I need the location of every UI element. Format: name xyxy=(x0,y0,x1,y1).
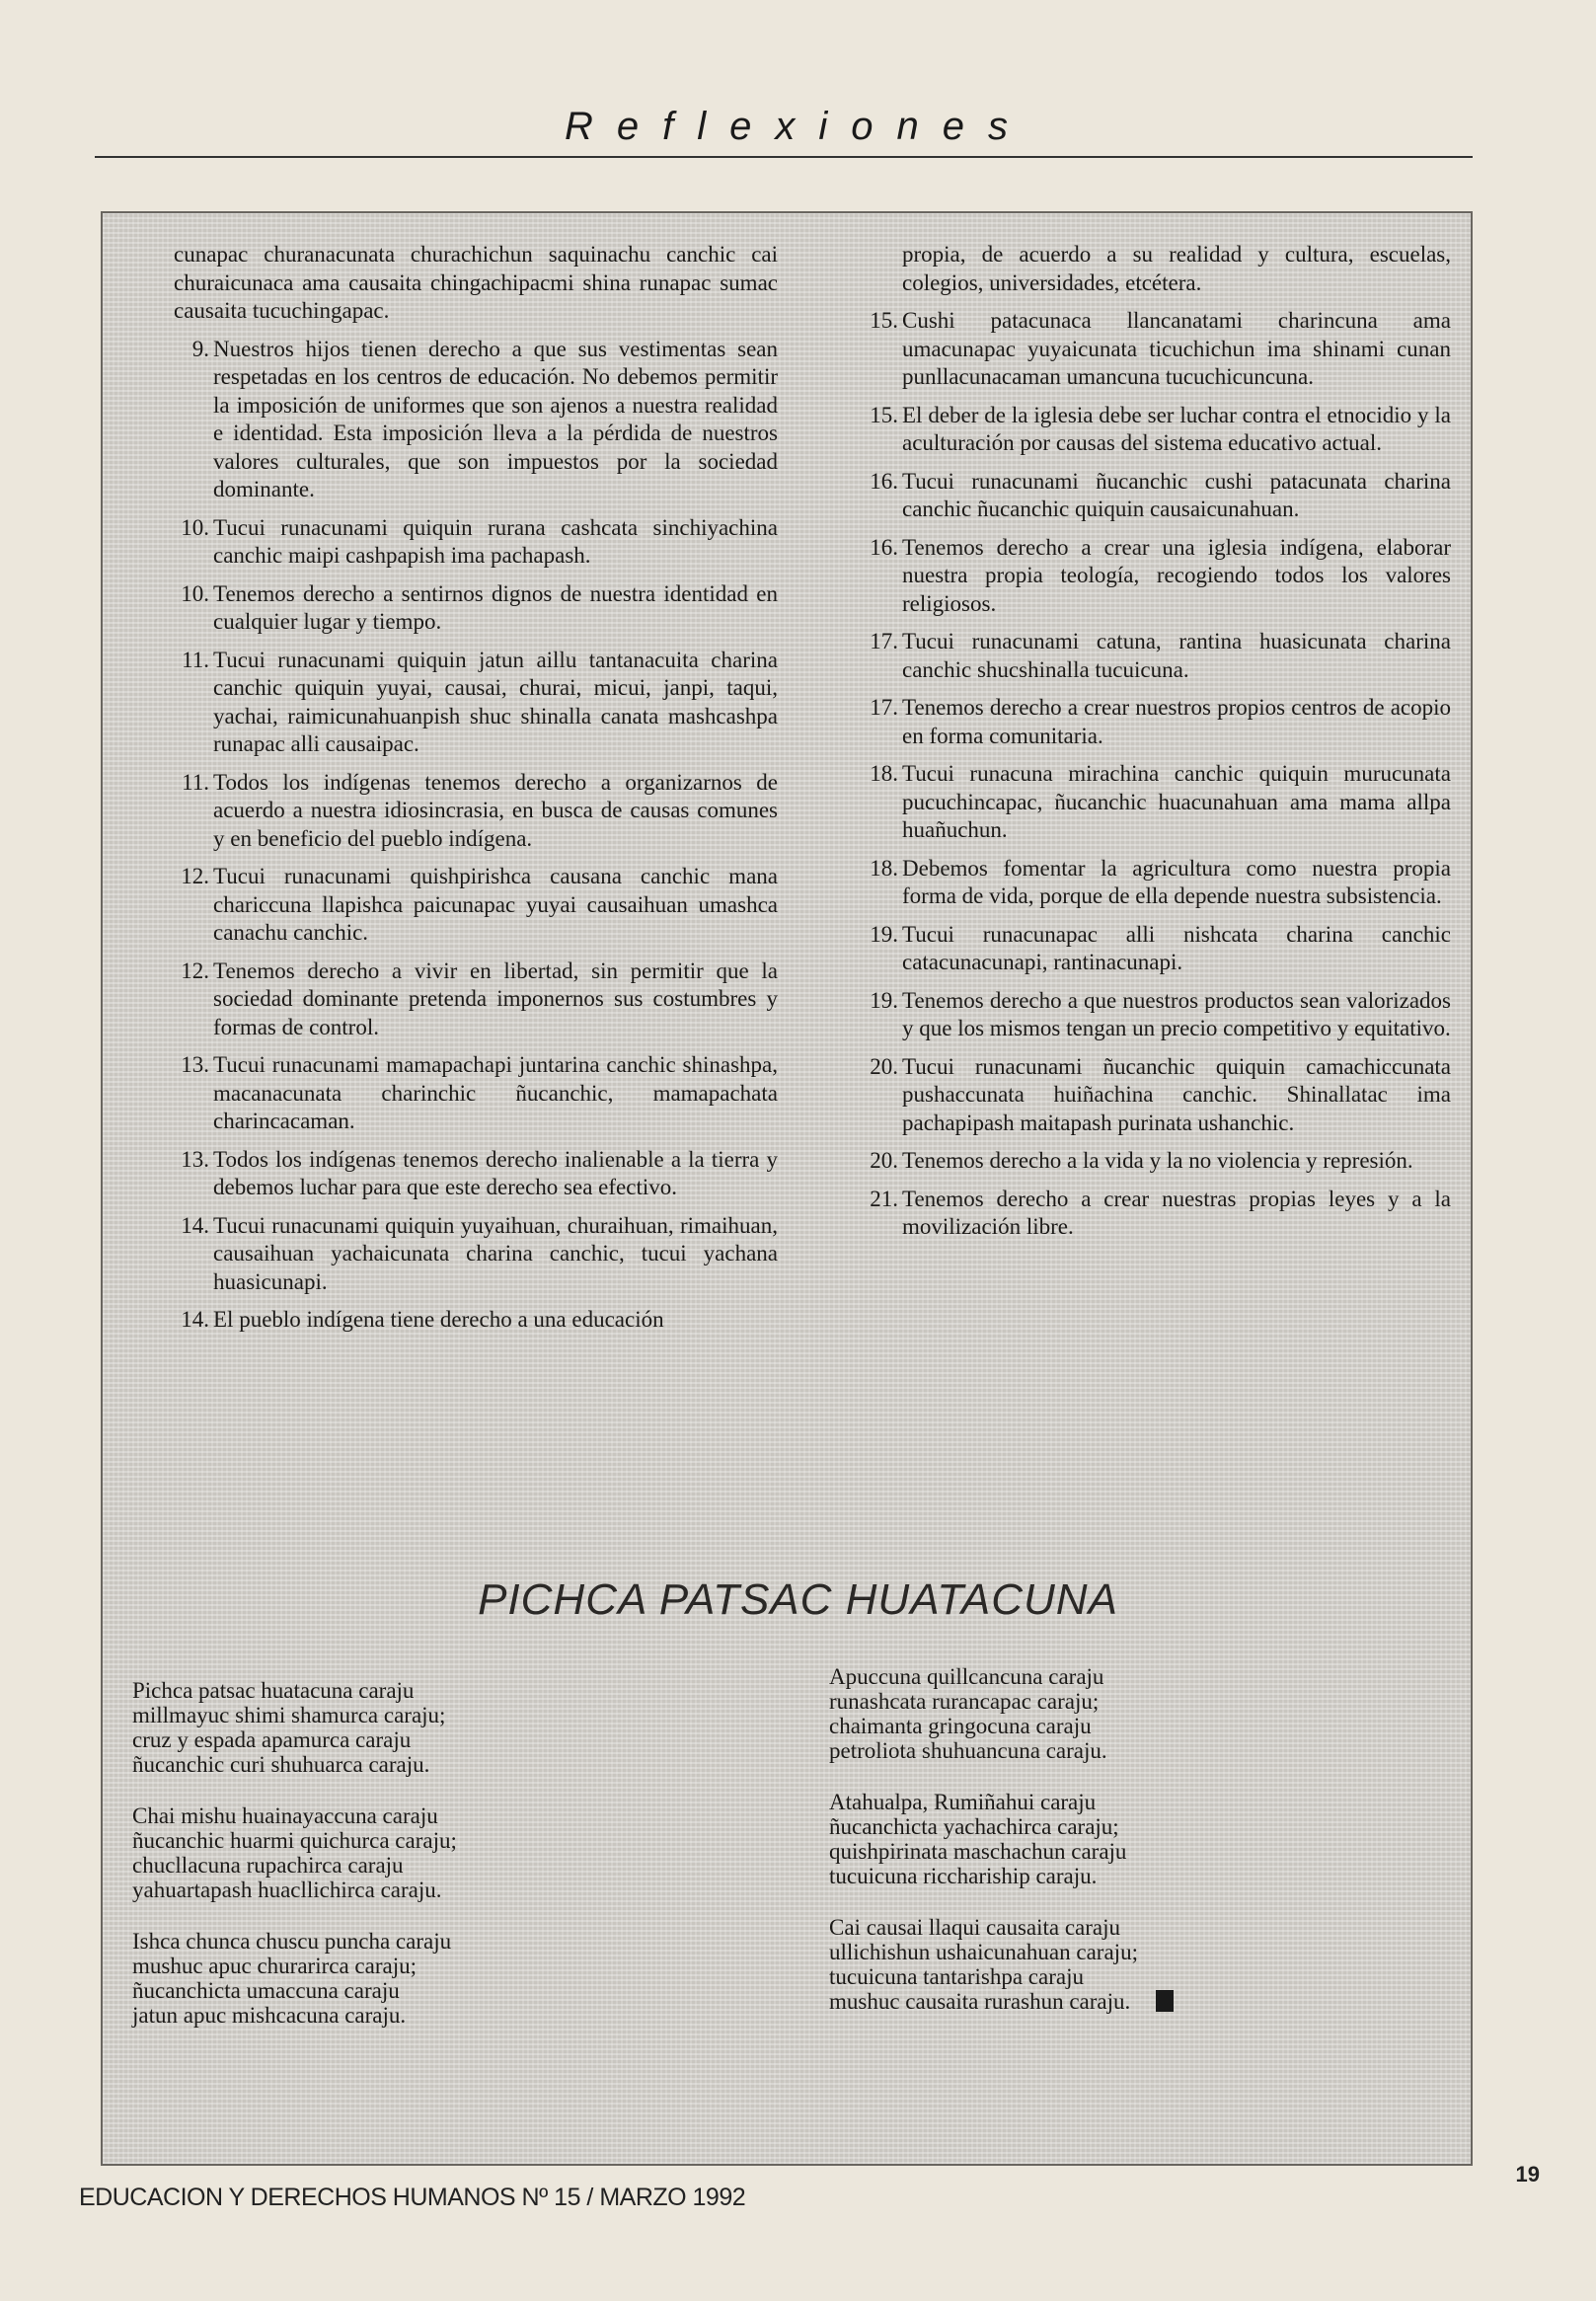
item-text: Tenemos derecho a que nuestros productos sean valorizados y que los mismos tengan un precio competitivo y equitativo. xyxy=(902,987,1451,1040)
item-text: propia, de acuerdo a su realidad y cultura, escuelas, colegios, universidades, etcétera. xyxy=(902,242,1451,295)
item-number: 12. xyxy=(181,958,209,983)
item-number: 13. xyxy=(181,1052,209,1077)
item-number: 10. xyxy=(181,580,209,606)
item-number: 14. xyxy=(181,1212,209,1238)
poem-line: ñucanchicta umaccuna caraju xyxy=(132,1978,400,2003)
list-item xyxy=(158,580,778,637)
list-item xyxy=(847,628,1451,684)
poem-line: cruz y espada apamurca caraju xyxy=(132,1727,412,1752)
item-text: El pueblo indígena tiene derecho a una educación xyxy=(213,1307,664,1332)
poem-line: tucuicuna ricchariship caraju. xyxy=(829,1864,1098,1888)
list-item xyxy=(158,514,778,571)
item-text: Tucui runacunapac alli nishcata charina canchic catacunacunapi, rantinacunapi. xyxy=(902,921,1451,974)
item-text: Tucui runacuna mirachina canchic quiquin murucunata pucuchincapac, ñucanchic huacunahuan ama mama allpa huañuchun. xyxy=(902,761,1451,842)
section-title-text: Reflexiones xyxy=(564,105,1031,148)
poem-line: quishpirinata maschachun caraju xyxy=(829,1839,1127,1864)
list-item xyxy=(847,534,1451,619)
item-number: 11. xyxy=(182,647,209,672)
item-text: Cushi patacunaca llancanatami charincuna ama umacunapac yuyaicunata ticuchichun ima shinami cunan punllacunacaman umancuna tucuchicuncuna. xyxy=(902,308,1451,389)
list-item xyxy=(847,307,1451,392)
list-item xyxy=(847,1053,1451,1138)
poem-line-with-end-mark xyxy=(829,1989,1382,2014)
item-number: 11. xyxy=(182,769,209,795)
item-number: 20. xyxy=(870,1053,898,1079)
item-text: Tenemos derecho a la vida y la no violencia y represión. xyxy=(902,1148,1413,1173)
item-number: 16. xyxy=(870,534,898,560)
item-number: 14. xyxy=(181,1307,209,1332)
poem-line: Atahualpa, Rumiñahui caraju xyxy=(829,1790,1097,1814)
item-text: cunapac churanacunata churachichun saquinachu canchic cai churaicunaca ama causaita chingachipacmi shina runapac sumac causaita tucuchingapac. xyxy=(174,242,778,323)
poem-line: Pichca patsac huatacuna caraju xyxy=(132,1678,415,1703)
poem-line: millmayuc shimi shamurca caraju; xyxy=(132,1703,446,1727)
section-title xyxy=(0,105,1596,164)
title-divider xyxy=(95,156,1473,158)
item-text: Tenemos derecho a crear nuestras propias leyes y a la movilización libre. xyxy=(902,1186,1451,1239)
item-number: 15. xyxy=(870,402,898,427)
poem-stanza xyxy=(829,1664,1382,1763)
poem-line: jatun apuc mishcacuna caraju. xyxy=(132,2003,407,2028)
item-number: 13. xyxy=(181,1146,209,1172)
item-number: 18. xyxy=(870,855,898,881)
item-text: Tenemos derecho a sentirnos dignos de nuestra identidad en cualquier lugar y tiempo. xyxy=(213,580,778,634)
item-number: 15. xyxy=(870,308,898,333)
item-text: Tucui runacunami catuna, rantina huasicunata charina canchic shucshinalla tucuicuna. xyxy=(902,629,1451,682)
item-text: Tucui runacunami ñucanchic quiquin camachiccunata pushaccunata huiñachina canchic. Shinallatac ima pachapipash maitapash purinata ushanchic. xyxy=(902,1053,1451,1135)
poem-stanza xyxy=(829,1915,1382,2014)
list-item xyxy=(158,336,778,504)
poem-line: Chai mishu huainayaccuna caraju xyxy=(132,1803,438,1828)
poem-line: yahuartapash huacllichirca caraju. xyxy=(132,1878,442,1902)
list-item xyxy=(158,1146,778,1202)
poem-line: mushuc causaita rurashun caraju. xyxy=(829,1989,1131,2014)
item-number: 19. xyxy=(870,987,898,1013)
item-number: 10. xyxy=(181,514,209,540)
publication-footer: EDUCACION Y DERECHOS HUMANOS Nº 15 / MARZO 1992 xyxy=(79,2184,746,2211)
list-item xyxy=(158,769,778,854)
list-item xyxy=(847,241,1451,297)
item-text: Tucui runacunami ñucanchic cushi patacunata charina canchic ñucanchic quiquin causaicunahuan. xyxy=(902,468,1451,521)
item-text: Tucui runacunami quishpirishca causana canchic mana chariccuna llapishca paicunapac yuyai causaihuan umashca canachu canchic. xyxy=(213,864,778,945)
poem-line: mushuc apuc churarirca caraju; xyxy=(132,1954,417,1978)
list-item xyxy=(158,647,778,759)
item-number: 20. xyxy=(870,1148,898,1173)
poem-title: PICHCA PATSAC HUATACUNA xyxy=(478,1575,1118,1624)
item-text: Debemos fomentar la agricultura como nuestra propia forma de vida, porque de ella depende nuestra subsistencia. xyxy=(902,855,1451,908)
item-text: Tucui runacunami quiquin jatun aillu tantanacuita charina canchic quiquin yuyai, causai, churai, micui, janpi, taqui, yachai, raimicunahuanpish shuc shinalla canata mashcashpa runapac alli causaipac. xyxy=(213,647,778,756)
poem-line: petroliota shuhuancuna caraju. xyxy=(829,1738,1107,1763)
item-number: 16. xyxy=(870,468,898,494)
item-number: 9. xyxy=(191,336,209,361)
list-item xyxy=(847,1147,1451,1176)
item-number: 18. xyxy=(870,761,898,786)
right-text-column xyxy=(847,241,1451,1252)
list-item xyxy=(847,468,1451,524)
item-text: Tucui runacunami mamapachapi juntarina canchic shinashpa, macanacunata charinchic ñucanchic, mamapachata charincacaman. xyxy=(213,1052,778,1133)
poem-left-column xyxy=(132,1678,685,2054)
poem-line: tucuicuna tantarishpa caraju xyxy=(829,1964,1084,1989)
poem-stanza xyxy=(132,1803,685,1902)
item-number: 17. xyxy=(870,629,898,653)
list-item xyxy=(158,241,778,326)
page-number: 19 xyxy=(1515,2162,1540,2186)
item-text: Tenemos derecho a vivir en libertad, sin permitir que la sociedad dominante pretenda imponernos sus costumbres y formas de control. xyxy=(213,958,778,1039)
poem-line: ñucanchic curi shuhuarca caraju. xyxy=(132,1752,430,1777)
poem-line: Ishca chunca chuscu puncha caraju xyxy=(132,1929,452,1954)
list-item xyxy=(847,1186,1451,1242)
poem-right-column xyxy=(829,1664,1382,2040)
list-item xyxy=(158,863,778,948)
poem-line: Cai causai llaqui causaita caraju xyxy=(829,1915,1121,1940)
poem-line: chucllacuna rupachirca caraju xyxy=(132,1853,404,1878)
list-item xyxy=(847,987,1451,1043)
end-of-article-square-icon xyxy=(1156,1990,1174,2012)
item-number: 17. xyxy=(870,695,898,720)
list-item xyxy=(158,1212,778,1297)
poem-line: ñucanchic huarmi quichurca caraju; xyxy=(132,1828,457,1853)
item-text: El deber de la iglesia debe ser luchar contra el etnocidio y la aculturación por causas del sistema educativo actual. xyxy=(902,402,1451,455)
poem-line: Apuccuna quillcancuna caraju xyxy=(829,1664,1104,1689)
item-text: Todos los indígenas tenemos derecho inalienable a la tierra y debemos luchar para que este derecho sea efectivo. xyxy=(213,1146,778,1199)
item-text: Tucui runacunami quiquin yuyaihuan, churaihuan, rimaihuan, causaihuan yachaicunata charina canchic, tucui yachana huasicunapi. xyxy=(213,1212,778,1294)
item-text: Todos los indígenas tenemos derecho a organizarnos de acuerdo a nuestra idiosincrasia, en busca de causas comunes y en beneficio del pueblo indígena. xyxy=(213,769,778,851)
list-item xyxy=(158,1051,778,1136)
item-number: 12. xyxy=(181,864,209,888)
list-item xyxy=(158,958,778,1042)
list-item xyxy=(158,1306,778,1335)
item-number: 19. xyxy=(870,921,898,947)
list-item xyxy=(847,921,1451,977)
poem-line: chaimanta gringocuna caraju xyxy=(829,1714,1092,1738)
item-number: 21. xyxy=(870,1186,898,1211)
item-text: Tenemos derecho a crear nuestros propios centros de acopio en forma comunitaria. xyxy=(902,695,1451,748)
poem-stanza xyxy=(132,1678,685,1777)
list-item xyxy=(847,402,1451,458)
list-item xyxy=(847,760,1451,845)
poem-line: ñucanchicta yachachirca caraju; xyxy=(829,1814,1119,1839)
left-text-column xyxy=(158,241,778,1344)
item-text: Tucui runacunami quiquin rurana cashcata sinchiyachina canchic maipi cashpapish ima pachapash. xyxy=(213,514,778,568)
list-item xyxy=(847,855,1451,911)
poem-line: ullichishun ushaicunahuan caraju; xyxy=(829,1940,1138,1964)
item-text: Nuestros hijos tienen derecho a que sus vestimentas sean respetadas en los centros de educación. No debemos permitir la imposición de uniformes que son ajenos a nuestra realidad e identidad. Esta imposición lleva a la pérdida de nuestros valores culturales, que son impuestos por la sociedad dominante. xyxy=(213,336,778,501)
item-text: Tenemos derecho a crear una iglesia indígena, elaborar nuestra propia teología, recogiendo todos los valores religiosos. xyxy=(902,534,1451,616)
poem-stanza xyxy=(132,1929,685,2028)
list-item xyxy=(847,694,1451,750)
poem-line: runashcata rurancapac caraju; xyxy=(829,1689,1100,1714)
poem-stanza xyxy=(829,1790,1382,1888)
